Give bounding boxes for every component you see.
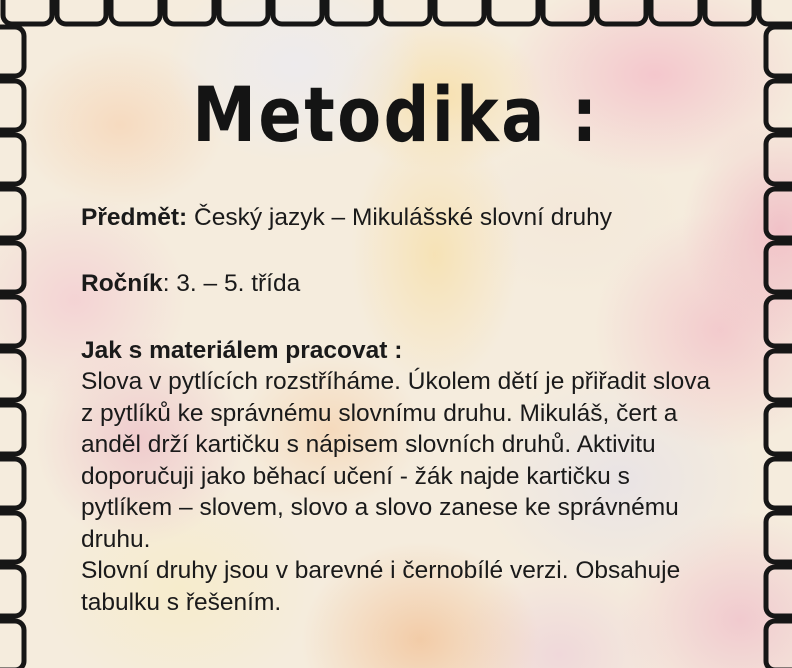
subject-label: Předmět: [81, 204, 188, 231]
howto-line: Slova v pytlících rozstříháme. Úkolem dětí je přiřadit slova [81, 368, 711, 395]
howto-line: tabulku s řešením. [81, 588, 282, 616]
howto-line: druhu. [81, 525, 151, 553]
grade-label: Ročník [81, 270, 163, 297]
howto-line: z pytlíků ke správnému slovnímu druhu. Mikuláš, čert a [81, 399, 678, 427]
page-title: Metodika : [192, 70, 600, 159]
grade-value: : 3. – 5. třída [162, 270, 301, 297]
body-text [81, 202, 710, 618]
subject-value: Český jazyk – Mikulášské slovní druhy [187, 204, 613, 231]
grade-row [81, 268, 710, 300]
howto-heading: Jak s materiálem pracovat : [81, 336, 403, 364]
howto-line: Slovní druhy jsou v barevné i černobílé verzi. Obsahuje [81, 557, 681, 584]
howto-line: anděl drží kartičku s nápisem slovních druhů. Aktivitu [81, 431, 656, 458]
subject-row [81, 202, 710, 234]
howto-line: doporučuji jako běhací učení - žák najde kartičku s [81, 462, 630, 490]
howto-line: pytlíkem – slovem, slovo a slovo zanese ke správnému [81, 494, 679, 521]
